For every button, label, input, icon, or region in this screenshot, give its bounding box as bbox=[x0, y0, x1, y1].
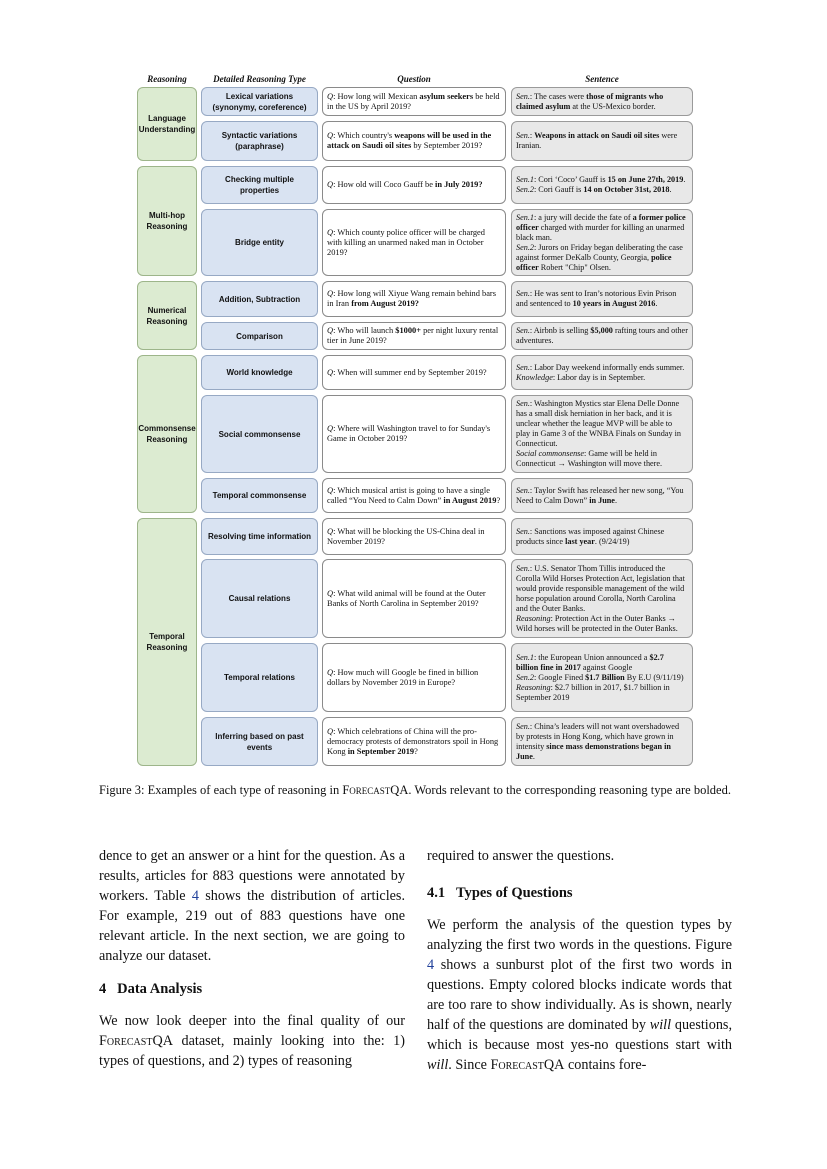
reasoning-type-label: Social commonsense bbox=[201, 395, 318, 473]
question-cell: Q: How long will Xiyue Wang remain behind bars in Iran from August 2019? bbox=[322, 281, 506, 317]
question-cell: Q: How long will Mexican asylum seekers be held in the US by April 2019? bbox=[322, 87, 506, 116]
sentence-cell: Sen.1: the European Union announced a $2.7 billion fine in 2017 against Google Sen.2: Google Fined $1.7 Billion By E.U (9/11/19) Reasoning: $2.7 billion in 2017, $1.7 billion in September 2019 bbox=[511, 643, 693, 712]
sentence-cell: Sen.: Weapons in attack on Saudi oil sites were Iranian. bbox=[511, 121, 693, 161]
group-commonsense: Commonsense Reasoning bbox=[137, 355, 197, 513]
question-cell: Q: Which musical artist is going to have a single called “You Need to Calm Down” in August 2019? bbox=[322, 478, 506, 513]
group-multi-hop: Multi-hop Reasoning bbox=[137, 166, 197, 276]
reasoning-type-label: Checking multiple properties bbox=[201, 166, 318, 204]
sentence-cell: Sen.: The cases were those of migrants who claimed asylum at the US-Mexico border. bbox=[511, 87, 693, 116]
question-cell: Q: Which county police officer will be charged with killing an unarmed naked man in October 2019? bbox=[322, 209, 506, 276]
sentence-cell: Sen.1: a jury will decide the fate of a former police officer charged with murder for killing an unarmed black man. Sen.2: Jurors on Friday began deliberating the case against former DeKalb County, Georgia, police officer Robert "Chip" Olsen. bbox=[511, 209, 693, 276]
header-question: Question bbox=[397, 74, 431, 84]
question-cell: Q: What wild animal will be found at the Outer Banks of North Carolina in September 2019? bbox=[322, 559, 506, 638]
sentence-cell: Sen.: U.S. Senator Thom Tillis introduced the Corolla Wild Horses Protection Act, legislation that would provide responsible management of the wild horse population around Corolla, North Carolina and the Outer Banks. Reasoning: Protection Act in the Outer Banks → Wild horses will be protected in the Outer Banks. bbox=[511, 559, 693, 638]
header-detailed-type: Detailed Reasoning Type bbox=[213, 74, 306, 84]
sentence-cell: Sen.: Labor Day weekend informally ends summer. Knowledge: Labor day is in September. bbox=[511, 355, 693, 390]
reasoning-type-label: World knowledge bbox=[201, 355, 318, 390]
question-cell: Q: How much will Google be fined in billion dollars by November 2019 in Europe? bbox=[322, 643, 506, 712]
group-language-understanding: Language Understanding bbox=[137, 87, 197, 161]
header-reasoning: Reasoning bbox=[147, 74, 187, 84]
question-cell: Q: Who will launch $1000+ per night luxury rental tier in June 2019? bbox=[322, 322, 506, 350]
sentence-cell: Sen.: Airbnb is selling $5,000 rafting tours and other adventures. bbox=[511, 322, 693, 350]
reasoning-type-label: Bridge entity bbox=[201, 209, 318, 276]
question-cell: Q: Which country's weapons will be used in the attack on Saudi oil sites by September 2019? bbox=[322, 121, 506, 161]
left-column bbox=[99, 846, 405, 1071]
header-sentence: Sentence bbox=[585, 74, 619, 84]
paragraph: required to answer the questions. bbox=[427, 848, 615, 864]
reasoning-type-label: Comparison bbox=[201, 322, 318, 350]
sentence-cell: Sen.: Sanctions was imposed against Chinese products since last year. (9/24/19) bbox=[511, 518, 693, 555]
figure-caption: Figure 3: Examples of each type of reasoning in ForecastQA. Words relevant to the corresponding reasoning type are bolded. bbox=[99, 783, 731, 797]
right-column bbox=[427, 846, 732, 1075]
group-numerical: Numerical Reasoning bbox=[137, 281, 197, 350]
paragraph: We perform the analysis of the question types by analyzing the first two words in the questions. Figure 4 shows a sunburst plot of the first two words in questions. Empty colored blocks indicate words that are too rare to show individually. As is shown, nearly half of the questions are dominated by will questions, which is because most yes-no questions start with will. Since ForecastQA contains fore- bbox=[427, 917, 733, 1073]
table-ref-link[interactable]: 4 bbox=[191, 888, 199, 904]
reasoning-type-label: Temporal relations bbox=[201, 643, 318, 712]
question-cell: Q: When will summer end by September 2019? bbox=[322, 355, 506, 390]
question-cell: Q: What will be blocking the US-China deal in November 2019? bbox=[322, 518, 506, 555]
sentence-cell: Sen.1: Cori ‘Coco’ Gauff is 15 on June 27th, 2019. Sen.2: Cori Gauff is 14 on October 31st, 2018. bbox=[511, 166, 693, 204]
subsection-heading: 4.1 Types of Questions bbox=[427, 885, 573, 901]
sentence-cell: Sen.: Washington Mystics star Elena Delle Donne has a small disk herniation in her back, and it is unclear whether the league MVP will be able to play in Game 3 of the WNBA Finals on Sunday in Connecticut. Social commonsense: Game will be held in Connecticut → Washington will move there. bbox=[511, 395, 693, 473]
figure-ref-link[interactable]: 4 bbox=[427, 957, 435, 973]
reasoning-type-label: Resolving time information bbox=[201, 518, 318, 555]
paragraph: dence to get an answer or a hint for the question. As a results, articles for 883 questions were annotated by workers. Table 4 shows the distribution of articles. For example, 219 out of 883 questions have one relevant article. In the next section, we are going to analyze our dataset. bbox=[99, 848, 406, 964]
reasoning-type-label: Temporal commonsense bbox=[201, 478, 318, 513]
reasoning-type-label: Lexical variations (synonymy, coreference) bbox=[201, 87, 318, 116]
paragraph: We now look deeper into the final quality of our ForecastQA dataset, mainly looking into the: 1) types of questions, and 2) types of reasoning bbox=[99, 1013, 405, 1069]
group-temporal: Temporal Reasoning bbox=[137, 518, 197, 766]
question-cell: Q: Which celebrations of China will the pro-democracy protests of demonstrators spoil in Hong Kong in September 2019? bbox=[322, 717, 506, 766]
question-cell: Q: How old will Coco Gauff be in July 2019? bbox=[322, 166, 506, 204]
reasoning-type-label: Addition, Subtraction bbox=[201, 281, 318, 317]
reasoning-type-label: Syntactic variations (paraphrase) bbox=[201, 121, 318, 161]
sentence-cell: Sen.: China’s leaders will not want overshadowed by protests in Hong Kong, which have grown in intensity since mass demonstrations began in June. bbox=[511, 717, 693, 766]
sentence-cell: Sen.: He was sent to Iran’s notorious Evin Prison and sentenced to 10 years in August 2016. bbox=[511, 281, 693, 317]
section-heading: 4 Data Analysis bbox=[99, 981, 203, 997]
reasoning-type-label: Inferring based on past events bbox=[201, 717, 318, 766]
sentence-cell: Sen.: Taylor Swift has released her new song, “You Need to Calm Down” in June. bbox=[511, 478, 693, 513]
reasoning-type-label: Causal relations bbox=[201, 559, 318, 638]
question-cell: Q: Where will Washington travel to for Sunday's Game in October 2019? bbox=[322, 395, 506, 473]
